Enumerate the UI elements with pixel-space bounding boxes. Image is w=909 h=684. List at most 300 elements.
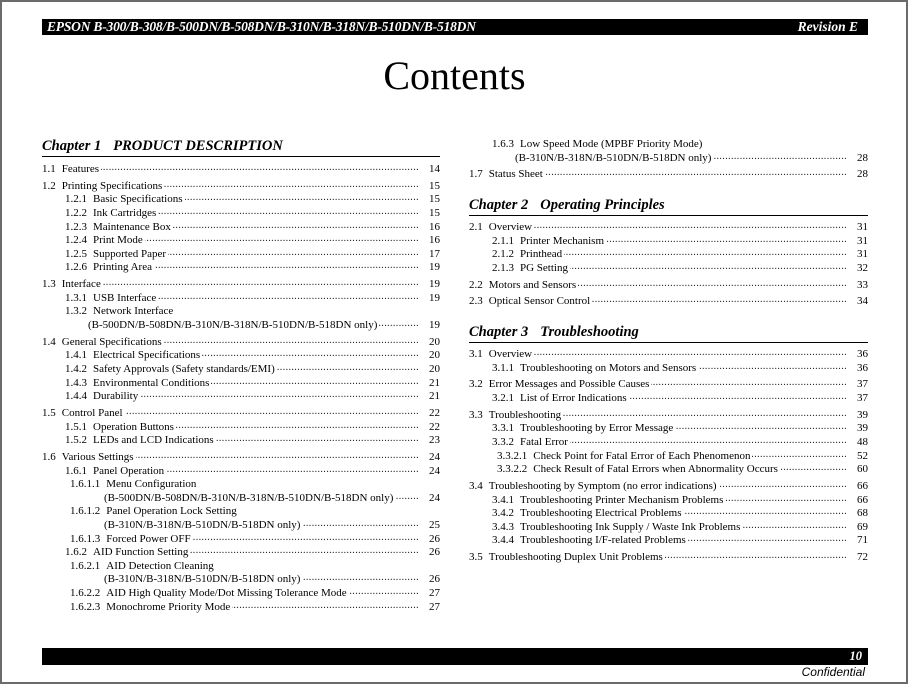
toc-entry-text xyxy=(42,163,101,177)
dot-leader xyxy=(103,278,419,292)
section-number: 1.4.1 xyxy=(65,349,87,362)
dot-leader xyxy=(145,234,419,248)
toc-entry[interactable] xyxy=(42,519,440,533)
section-number: 1.4 xyxy=(42,335,56,348)
toc-entry[interactable] xyxy=(42,587,440,601)
page-ref: 31 xyxy=(848,248,868,262)
toc-entry[interactable] xyxy=(42,546,440,560)
page-ref: 17 xyxy=(420,248,440,262)
toc-entry-text xyxy=(492,521,742,535)
page-ref: 68 xyxy=(848,507,868,521)
section-number: 2.1.3 xyxy=(492,261,514,274)
toc-entry[interactable] xyxy=(469,221,868,235)
section-number: 3.3.2.2 xyxy=(497,463,528,476)
toc-entry[interactable] xyxy=(42,278,440,292)
toc-entry[interactable] xyxy=(469,494,868,508)
page-ref: 71 xyxy=(848,534,868,548)
section-number: 1.5 xyxy=(42,407,56,419)
section-number: 3.3 xyxy=(469,408,483,421)
page-ref: 33 xyxy=(848,279,868,293)
page-ref: 48 xyxy=(848,436,868,450)
dot-leader xyxy=(563,409,847,423)
section-title: Printer Mechanism xyxy=(520,234,605,247)
toc-entry[interactable] xyxy=(469,409,868,423)
toc-entry[interactable] xyxy=(42,193,440,207)
section-number: 1.2.1 xyxy=(65,193,87,206)
section-title: AID High Quality Mode/Dot Missing Tolerance Mode xyxy=(106,587,347,599)
page-ref: 39 xyxy=(848,422,868,436)
page-ref: 22 xyxy=(420,407,440,421)
page-ref: 21 xyxy=(420,377,440,391)
page-ref: 14 xyxy=(420,163,440,177)
dot-leader xyxy=(349,587,419,601)
dot-leader xyxy=(570,436,847,450)
page-ref: 36 xyxy=(848,362,868,376)
section-title: Troubleshooting Printer Mechanism Problems xyxy=(520,493,724,506)
toc-entry[interactable] xyxy=(42,336,440,350)
section-number: 3.3.1 xyxy=(492,422,514,435)
toc-entry[interactable] xyxy=(42,478,440,492)
page-ref: 15 xyxy=(420,193,440,207)
page-ref: 26 xyxy=(420,546,440,560)
header-bar xyxy=(42,19,868,35)
section-title: Printing Specifications xyxy=(61,179,163,192)
toc-entry[interactable] xyxy=(469,521,868,535)
section-number: 3.3.2.1 xyxy=(497,449,528,462)
section-number: 3.4.3 xyxy=(492,520,514,533)
toc-entry-text xyxy=(65,363,277,377)
section-number: 3.4.1 xyxy=(492,493,514,506)
toc-entry[interactable] xyxy=(469,168,868,182)
page-ref: 66 xyxy=(848,480,868,494)
page-ref: 27 xyxy=(420,601,440,615)
toc-entry-text xyxy=(70,560,216,574)
toc-entry-text xyxy=(42,180,164,194)
section-title: Ink Cartridges xyxy=(93,207,157,219)
dot-leader xyxy=(534,348,847,362)
dot-leader xyxy=(158,207,419,221)
toc-entry-text xyxy=(65,421,176,435)
toc-entry[interactable] xyxy=(469,295,868,309)
section-number: 3.2.1 xyxy=(492,392,514,404)
toc-entry[interactable] xyxy=(469,362,868,376)
toc-entry[interactable] xyxy=(469,348,868,362)
chapter-title: Operating Principles xyxy=(540,197,665,213)
section-title: Features xyxy=(61,163,100,175)
toc-entry-text xyxy=(492,494,725,508)
section-number: 2.1.1 xyxy=(492,234,514,247)
header-revision: Revision E xyxy=(797,19,858,34)
page-ref: 20 xyxy=(420,336,440,350)
dot-leader xyxy=(752,450,847,464)
section-title: Electrical Specifications xyxy=(93,349,201,362)
section-number: 3.5 xyxy=(469,551,483,564)
dot-leader xyxy=(164,180,419,194)
toc-entry[interactable] xyxy=(42,465,440,479)
toc-entry[interactable] xyxy=(42,305,440,319)
section-number: 1.6.3 xyxy=(492,138,514,150)
toc-entry[interactable] xyxy=(469,436,868,450)
toc-entry[interactable] xyxy=(469,248,868,262)
toc-entry-text xyxy=(65,292,158,306)
toc-entry[interactable] xyxy=(42,180,440,194)
page-ref: 21 xyxy=(420,390,440,404)
section-number: 3.2 xyxy=(469,378,483,391)
page-ref: 16 xyxy=(420,221,440,235)
toc-entry-text xyxy=(469,551,665,565)
dot-leader xyxy=(232,601,419,615)
chapter-title: Troubleshooting xyxy=(540,324,639,340)
page-ref: 15 xyxy=(420,180,440,194)
page-ref: 20 xyxy=(420,363,440,377)
page-ref: 37 xyxy=(848,378,868,392)
chapter-3-heading xyxy=(469,322,868,343)
toc-entry-text xyxy=(70,587,349,601)
section-title: Operation Buttons xyxy=(93,420,174,433)
section-number: 3.1.1 xyxy=(492,361,514,374)
toc-entry[interactable] xyxy=(42,451,440,465)
toc-entry-text xyxy=(65,377,211,391)
section-title: (B-500DN/B-508DN/B-310N/B-318N/B-510DN/B-518DN only) xyxy=(104,491,394,504)
dot-leader xyxy=(211,377,419,391)
toc-entry-text xyxy=(88,319,379,333)
dot-leader xyxy=(651,378,847,392)
toc-entry-text xyxy=(65,546,190,560)
page-ref: 36 xyxy=(848,348,868,362)
toc-entry-text xyxy=(65,261,154,275)
section-number: 1.2.6 xyxy=(65,261,87,274)
section-title: Troubleshooting Ink Supply / Waste Ink Problems xyxy=(520,520,741,533)
chapter-title: PRODUCT DESCRIPTION xyxy=(113,138,283,154)
dot-leader xyxy=(302,573,419,587)
toc-entry-text xyxy=(65,465,166,479)
toc-entry[interactable] xyxy=(42,363,440,377)
dot-leader xyxy=(684,507,847,521)
section-title: Basic Specifications xyxy=(93,193,183,206)
section-title: Printhead xyxy=(520,248,563,261)
section-number: 1.6.2.3 xyxy=(70,600,101,613)
toc-entry[interactable] xyxy=(469,463,868,477)
toc-entry[interactable] xyxy=(42,319,440,333)
section-title: AID Detection Cleaning xyxy=(106,559,214,572)
dot-leader xyxy=(629,392,847,406)
header-models: EPSON B-300/B-308/B-500DN/B-508DN/B-310N/B-318N/B-510DN/B-518DN xyxy=(47,19,476,34)
toc-entry[interactable] xyxy=(42,207,440,221)
page-ref: 19 xyxy=(420,278,440,292)
section-number: 1.7 xyxy=(469,168,483,181)
section-title: (B-310N/B-318N/B-510DN/B-518DN only) xyxy=(515,151,712,164)
page-ref: 39 xyxy=(848,409,868,423)
toc-entry-text xyxy=(469,378,651,392)
toc-entry-text xyxy=(469,168,545,182)
dot-leader xyxy=(578,279,847,293)
dot-leader xyxy=(185,193,419,207)
section-title: Panel Operation Lock Setting xyxy=(106,505,237,518)
section-number: 1.6.2.2 xyxy=(70,587,101,599)
toc-entry[interactable] xyxy=(42,292,440,306)
dot-leader xyxy=(675,422,847,436)
section-title: Supported Paper xyxy=(93,247,167,260)
dot-leader xyxy=(534,221,847,235)
section-title: Various Settings xyxy=(61,451,134,463)
section-title: Forced Power OFF xyxy=(106,532,191,545)
page-ref: 32 xyxy=(848,262,868,276)
section-number: 1.5.1 xyxy=(65,420,87,433)
section-title: AID Function Setting xyxy=(93,546,189,559)
dot-leader xyxy=(202,349,419,363)
page-ref: 25 xyxy=(420,519,440,533)
toc-entry-text xyxy=(497,450,752,464)
toc-entry-text xyxy=(469,279,578,293)
toc-entry-text xyxy=(469,295,592,309)
chapter-1-heading xyxy=(42,136,440,157)
toc-entry[interactable] xyxy=(42,421,440,435)
toc-entry-text xyxy=(65,221,173,235)
dot-leader xyxy=(190,546,419,560)
section-title: USB Interface xyxy=(93,291,157,304)
toc-entry-text xyxy=(492,262,570,276)
section-title: Monochrome Priority Mode xyxy=(106,600,231,613)
toc-entry[interactable] xyxy=(469,378,868,392)
toc-entry[interactable] xyxy=(469,480,868,494)
section-number: 1.4.4 xyxy=(65,390,87,403)
dot-leader xyxy=(379,319,419,333)
section-number: 1.6 xyxy=(42,451,56,463)
section-number: 2.3 xyxy=(469,295,483,308)
section-number: 3.4.2 xyxy=(492,507,514,520)
section-title: Durability xyxy=(93,390,139,403)
section-title: Panel Operation xyxy=(93,464,165,477)
page-ref: 24 xyxy=(420,492,440,506)
toc-entry-text xyxy=(65,207,158,221)
toc-entry[interactable] xyxy=(42,349,440,363)
section-number: 1.2.2 xyxy=(65,207,87,219)
toc-entry[interactable] xyxy=(42,434,440,448)
toc-entry[interactable] xyxy=(469,534,868,548)
toc-entry-text xyxy=(492,362,698,376)
page-ref: 34 xyxy=(848,295,868,309)
page-ref: 19 xyxy=(420,261,440,275)
toc-entry-text xyxy=(70,533,193,547)
page-ref: 24 xyxy=(420,451,440,465)
section-number: 1.6.1.2 xyxy=(70,505,101,518)
section-number: 2.2 xyxy=(469,278,483,291)
toc-entry-text xyxy=(65,234,145,248)
dot-leader xyxy=(166,465,419,479)
toc-entry-text xyxy=(70,478,198,492)
toc-entry[interactable] xyxy=(42,407,440,421)
section-title: Maintenance Box xyxy=(93,220,171,233)
toc-entry[interactable] xyxy=(42,573,440,587)
confidential-label: Confidential xyxy=(801,665,865,679)
section-number: 1.6.2.1 xyxy=(70,559,101,572)
toc-entry-text xyxy=(492,436,570,450)
toc-entry[interactable] xyxy=(469,262,868,276)
page-ref: 24 xyxy=(420,465,440,479)
section-title: Safety Approvals (Safety standards/EMI) xyxy=(93,363,275,375)
dot-leader xyxy=(719,480,847,494)
page-ref: 37 xyxy=(848,392,868,406)
section-title: LEDs and LCD Indications xyxy=(93,434,214,447)
dot-leader xyxy=(101,163,419,177)
toc-entry-text xyxy=(70,601,232,615)
section-title: Optical Sensor Control xyxy=(488,295,591,308)
section-number: 1.2.5 xyxy=(65,247,87,260)
section-number: 1.2.3 xyxy=(65,220,87,233)
toc-entry-text xyxy=(65,349,202,363)
toc-entry[interactable] xyxy=(42,601,440,615)
section-number: 2.1.2 xyxy=(492,248,514,261)
toc-entry[interactable] xyxy=(42,533,440,547)
section-title: Check Point for Fatal Error of Each Phenomenon xyxy=(533,449,751,462)
toc-entry-text xyxy=(104,573,302,587)
toc-entry-text xyxy=(104,519,302,533)
page-ref: 52 xyxy=(848,450,868,464)
section-title: Fatal Error xyxy=(520,436,568,448)
dot-leader xyxy=(176,421,419,435)
section-number: 1.2 xyxy=(42,179,56,192)
page-ref: 22 xyxy=(420,421,440,435)
dot-leader xyxy=(164,336,419,350)
dot-leader xyxy=(688,534,847,548)
toc-entry[interactable] xyxy=(42,492,440,506)
section-number: 1.5.2 xyxy=(65,434,87,447)
section-title: Troubleshooting Electrical Problems xyxy=(520,507,682,520)
toc-entry[interactable] xyxy=(469,450,868,464)
toc-entry-text xyxy=(104,492,395,506)
section-title: Troubleshooting by Error Message xyxy=(520,422,674,435)
dot-leader xyxy=(698,362,847,376)
page-ref: 26 xyxy=(420,573,440,587)
toc-entry-text xyxy=(42,278,103,292)
section-number: 1.4.2 xyxy=(65,363,87,375)
section-title: Troubleshooting xyxy=(488,408,562,421)
toc-entry[interactable] xyxy=(42,261,440,275)
section-title: Status Sheet xyxy=(488,168,543,181)
toc-entry[interactable] xyxy=(42,234,440,248)
section-title: Error Messages and Possible Causes xyxy=(488,378,650,391)
section-number: 3.1 xyxy=(469,348,483,360)
section-title: Troubleshooting Duplex Unit Problems xyxy=(488,551,663,564)
page-ref: 20 xyxy=(420,349,440,363)
toc-entry-text xyxy=(469,409,563,423)
page-ref: 31 xyxy=(848,221,868,235)
dot-leader xyxy=(154,261,419,275)
toc-entry-text xyxy=(492,392,629,406)
toc-entry-text xyxy=(492,248,564,262)
section-title: General Specifications xyxy=(61,335,162,348)
toc-entry-text xyxy=(42,407,125,421)
toc-entry[interactable] xyxy=(469,392,868,406)
section-title: Environmental Conditions xyxy=(93,376,210,389)
section-number: 3.3.2 xyxy=(492,436,514,448)
toc-entry-text xyxy=(492,534,688,548)
section-title: PG Setting xyxy=(520,261,568,274)
toc-entry[interactable] xyxy=(469,422,868,436)
toc-entry-text xyxy=(492,507,684,521)
dot-leader xyxy=(545,168,847,182)
toc-entry[interactable] xyxy=(469,551,868,565)
toc-entry[interactable] xyxy=(469,138,868,152)
section-title: Troubleshooting by Symptom (no error indications) xyxy=(488,480,717,492)
section-title: Check Result of Fatal Errors when Abnormality Occurs xyxy=(533,463,778,476)
dot-leader xyxy=(140,390,419,404)
toc-entry[interactable] xyxy=(469,235,868,249)
section-number: 1.3.1 xyxy=(65,291,87,304)
section-title: Interface xyxy=(61,278,101,291)
dot-leader xyxy=(564,248,847,262)
page-ref: 28 xyxy=(848,152,868,166)
section-number: 1.1 xyxy=(42,163,56,175)
dot-leader xyxy=(158,292,419,306)
section-number: 1.6.1.1 xyxy=(70,478,101,491)
toc-entry-text xyxy=(65,305,175,319)
section-title: Printing Area xyxy=(93,261,152,274)
toc-entry[interactable] xyxy=(42,505,440,519)
chapter-number: Chapter 3 xyxy=(469,324,529,340)
section-number: 1.6.1.3 xyxy=(70,532,101,545)
section-number: 2.1 xyxy=(469,221,483,233)
toc-entry-text xyxy=(492,235,606,249)
section-title: (B-500DN/B-508DN/B-310N/B-318N/B-510DN/B-518DN only) xyxy=(88,319,378,331)
dot-leader xyxy=(606,235,847,249)
toc-entry[interactable] xyxy=(42,390,440,404)
dot-leader xyxy=(277,363,419,377)
toc-entry-text xyxy=(42,336,164,350)
toc-entry[interactable] xyxy=(42,560,440,574)
toc-entry[interactable] xyxy=(469,279,868,293)
page-title: Contents xyxy=(383,53,526,98)
chapter-number: Chapter 2 xyxy=(469,197,529,213)
section-title: Menu Configuration xyxy=(106,478,197,491)
page-ref: 19 xyxy=(420,292,440,306)
section-title: Network Interface xyxy=(93,305,174,318)
section-title: Overview xyxy=(488,348,533,360)
section-number: 1.6.1 xyxy=(65,464,87,477)
dot-leader xyxy=(173,221,419,235)
toc-entry[interactable] xyxy=(42,221,440,235)
section-title: (B-310N/B-318N/B-510DN/B-518DN only) xyxy=(104,573,301,586)
dot-leader xyxy=(168,248,419,262)
section-title: Print Mode xyxy=(93,234,143,247)
toc-entry[interactable] xyxy=(42,377,440,391)
page-ref: 16 xyxy=(420,234,440,248)
toc-entry-text xyxy=(469,480,719,494)
page-ref: 69 xyxy=(848,521,868,535)
toc-entry-text xyxy=(70,505,239,519)
dot-leader xyxy=(713,152,847,166)
toc-entry[interactable] xyxy=(42,248,440,262)
toc-entry-text xyxy=(65,434,216,448)
dot-leader xyxy=(742,521,847,535)
toc-entry[interactable] xyxy=(469,152,868,166)
toc-entry[interactable] xyxy=(469,507,868,521)
toc-entry[interactable] xyxy=(42,163,440,177)
toc-entry-text xyxy=(515,152,713,166)
toc-entry-text xyxy=(469,348,534,362)
dot-leader xyxy=(136,451,419,465)
dot-leader xyxy=(570,262,847,276)
dot-leader xyxy=(193,533,419,547)
section-title: Troubleshooting I/F-related Problems xyxy=(520,534,686,547)
toc-entry-text xyxy=(65,390,140,404)
chapter-2-heading xyxy=(469,195,868,216)
toc-entry-text xyxy=(469,221,534,235)
dot-leader xyxy=(395,492,419,506)
section-title: Troubleshooting on Motors and Sensors xyxy=(520,361,697,374)
toc-entry-text xyxy=(492,422,675,436)
section-number: 1.4.3 xyxy=(65,376,87,389)
